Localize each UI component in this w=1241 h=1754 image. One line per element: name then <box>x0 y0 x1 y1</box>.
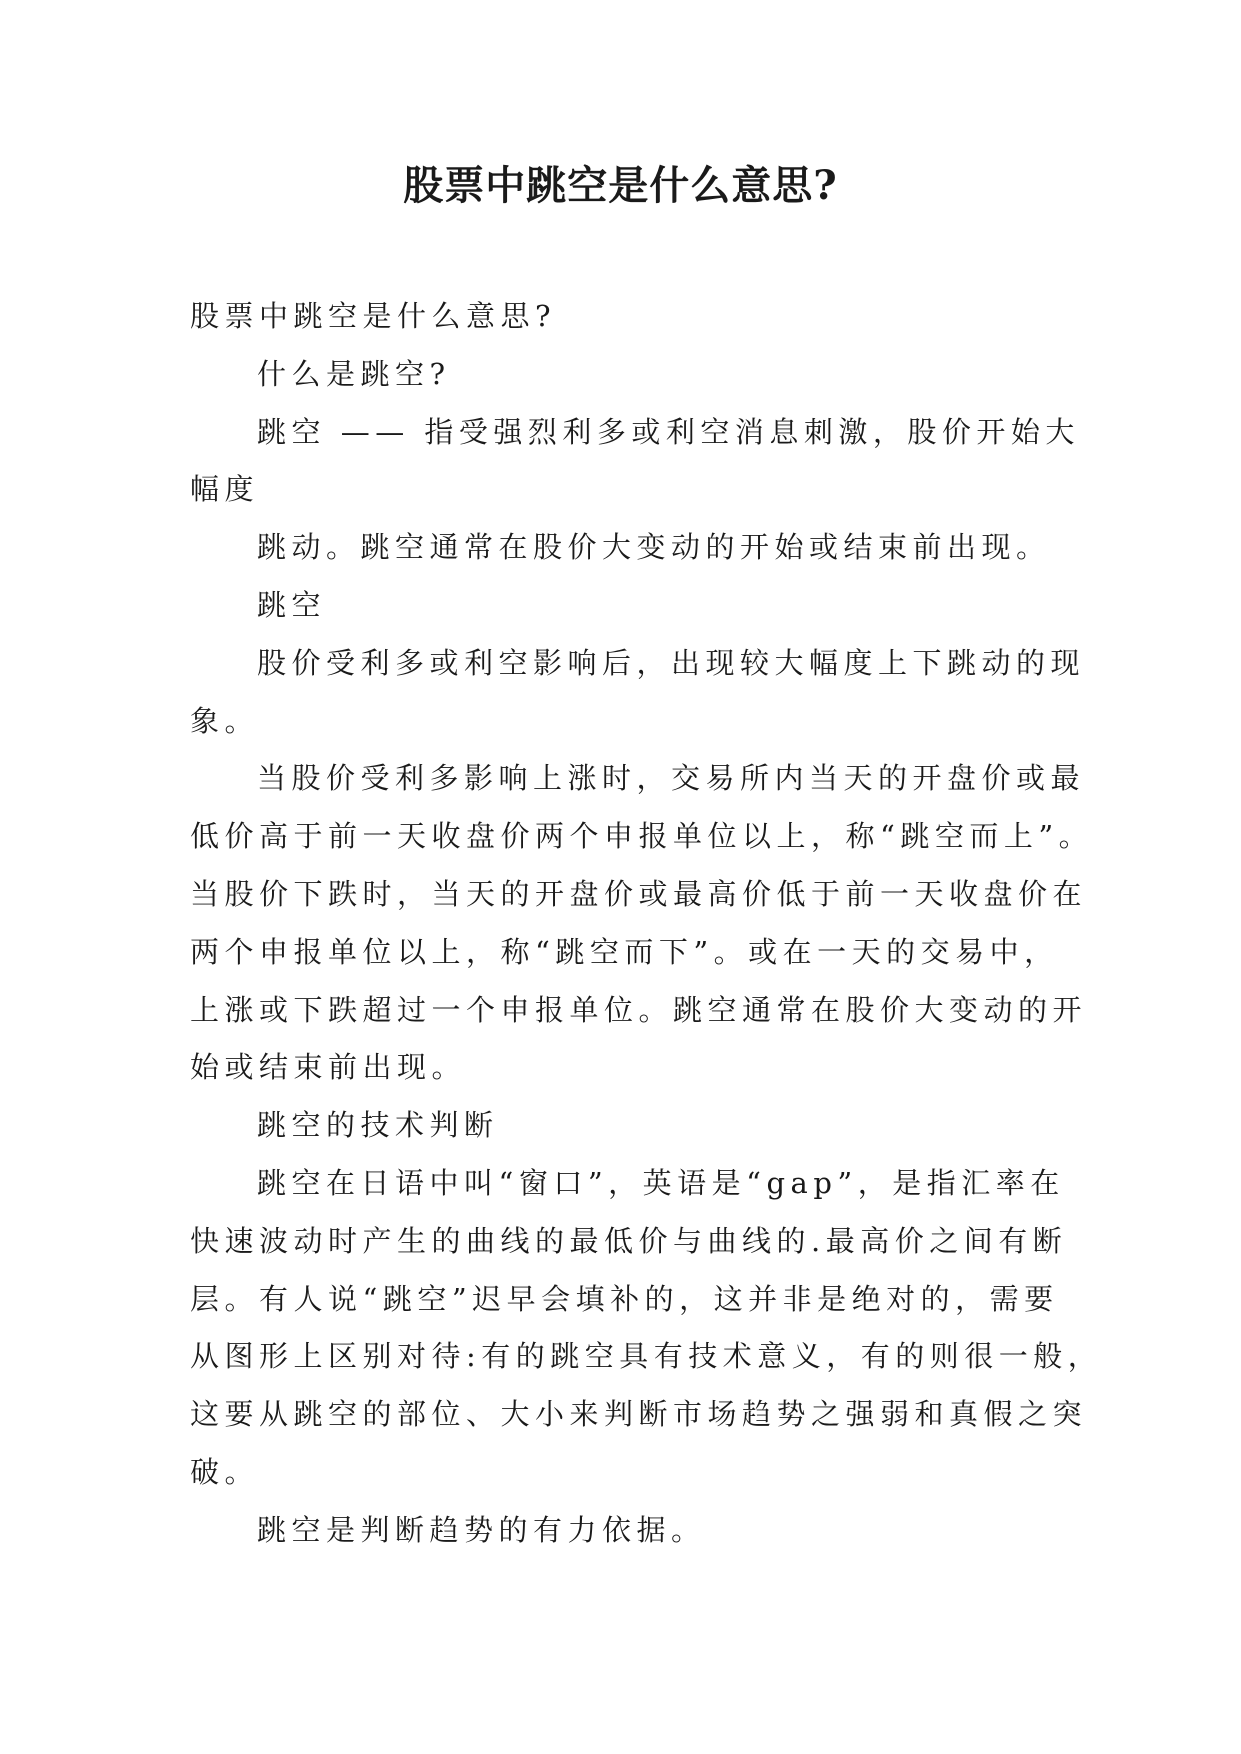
paragraph-line: 跳空是判断趋势的有力依据。 <box>257 1512 706 1547</box>
paragraph-line: 破。 <box>190 1454 260 1489</box>
paragraph-line: 上涨或下跌超过一个申报单位。跳空通常在股价大变动的开 <box>190 992 1088 1027</box>
paragraph-line: 跳空在日语中叫“窗口”，英语是“gap”，是指汇率在 <box>257 1165 1065 1200</box>
paragraph-line: 层。有人说“跳空”迟早会填补的，这并非是绝对的，需要 <box>190 1281 1059 1316</box>
paragraph-line: 股票中跳空是什么意思? <box>190 299 557 333</box>
paragraph-line: 跳空的技术判断 <box>257 1108 499 1143</box>
paragraph-line: 始或结束前出现。 <box>190 1050 467 1085</box>
document-title: 股票中跳空是什么意思? <box>403 162 838 209</box>
paragraph-line: 这要从跳空的部位、大小来判断市场趋势之强弱和真假之突 <box>190 1397 1088 1432</box>
paragraph-line: 跳空 <box>257 587 327 622</box>
paragraph-line: 低价高于前一天收盘价两个申报单位以上，称“跳空而上”。 <box>190 819 1094 854</box>
paragraph-line: 什么是跳空? <box>257 356 451 391</box>
paragraph-line: 象。 <box>190 703 260 738</box>
paragraph-line: 从图形上区别对待:有的跳空具有技术意义，有的则很一般， <box>190 1339 1103 1374</box>
paragraph-line: 幅度 <box>190 472 260 507</box>
paragraph-line: 股价受利多或利空影响后，出现较大幅度上下跳动的现 <box>257 645 1086 680</box>
paragraph-line: 跳空 —— 指受强烈利多或利空消息刺激，股价开始大 <box>257 414 1080 449</box>
paragraph-line: 两个申报单位以上，称“跳空而下”。或在一天的交易中， <box>190 934 1059 969</box>
paragraph-line: 当股价受利多影响上涨时，交易所内当天的开盘价或最 <box>257 761 1086 796</box>
paragraph-line: 当股价下跌时，当天的开盘价或最高价低于前一天收盘价在 <box>190 876 1088 911</box>
document-body <box>190 288 1103 1560</box>
paragraph-line: 快速波动时产生的曲线的最低价与曲线的.最高价之间有断 <box>190 1223 1068 1258</box>
paragraph-line: 跳动。跳空通常在股价大变动的开始或结束前出现。 <box>257 530 1051 565</box>
